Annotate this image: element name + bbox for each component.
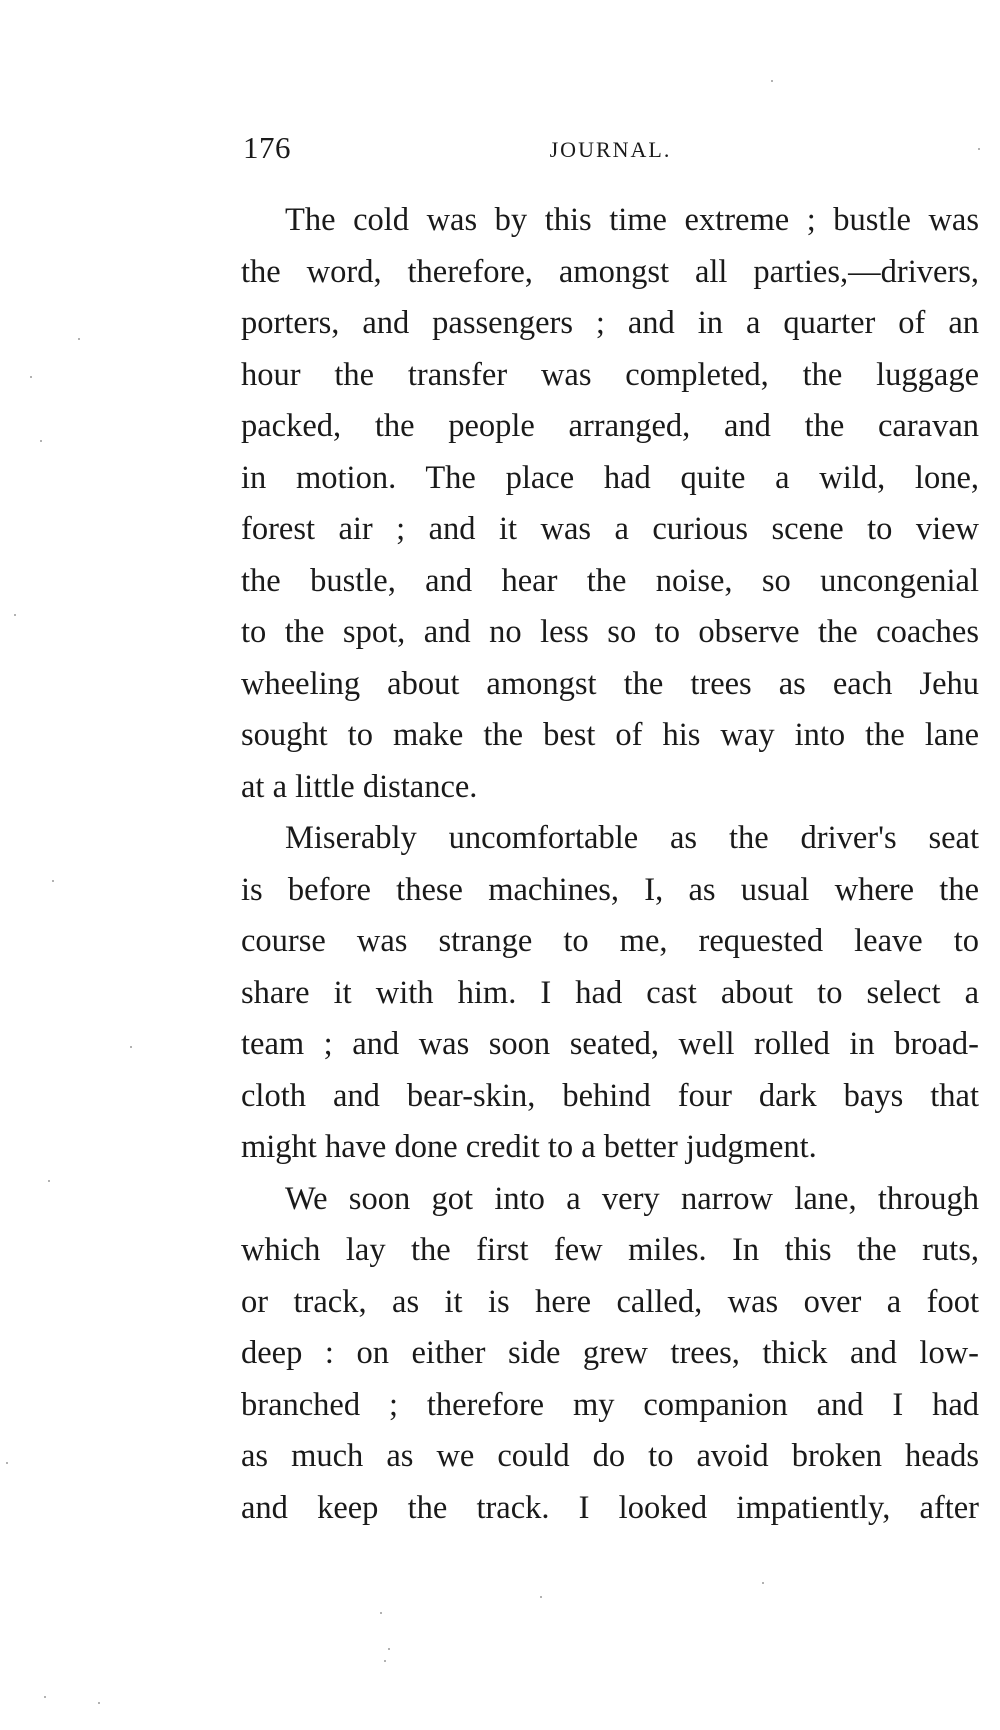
text-line: hour the transfer was completed, the luggage	[241, 356, 979, 393]
text-line: We soon got into a very narrow lane, through	[285, 1180, 979, 1217]
scan-speck	[44, 1696, 46, 1698]
text-line: which lay the first few miles. In this the ruts,	[241, 1232, 979, 1268]
scan-speck	[98, 1702, 100, 1704]
text-line: at a little distance.	[241, 768, 478, 805]
scan-speck	[978, 148, 980, 150]
page-number: 176	[243, 130, 291, 165]
text-line: Miserably uncomfortable as the driver's seat	[285, 820, 979, 856]
text-line: is before these machines, I, as usual where the	[241, 871, 979, 908]
text-line: team ; and was soon seated, well rolled in broad-	[241, 1026, 979, 1062]
text-line: or track, as it is here called, was over a foot	[241, 1283, 979, 1320]
scan-speck	[540, 1596, 542, 1598]
text-line: as much as we could do to avoid broken heads	[241, 1438, 979, 1474]
scan-speck	[78, 338, 80, 340]
scan-speck	[6, 1462, 8, 1464]
scan-speck	[48, 1180, 50, 1182]
text-line: sought to make the best of his way into the lane	[241, 717, 979, 753]
text-line: the word, therefore, amongst all parties,—drivers,	[241, 253, 979, 290]
text-line: might have done credit to a better judgment.	[241, 1129, 817, 1165]
text-line: porters, and passengers ; and in a quarter of an	[241, 305, 979, 341]
text-line: in motion. The place had quite a wild, lone,	[241, 459, 979, 496]
body-text	[241, 195, 979, 1534]
text-line: the bustle, and hear the noise, so uncongenial	[241, 562, 979, 599]
paragraph-2	[241, 813, 979, 1174]
scan-speck	[384, 1660, 386, 1662]
scan-speck	[14, 614, 16, 616]
scan-speck	[52, 880, 54, 882]
page-header	[243, 126, 978, 170]
scan-speck	[380, 1612, 382, 1614]
scan-speck	[130, 1046, 132, 1048]
text-line: share it with him. I had cast about to select a	[241, 974, 979, 1011]
scan-speck	[40, 440, 42, 442]
text-line: The cold was by this time extreme ; bustle was	[285, 202, 979, 238]
text-line: and keep the track. I looked impatiently, after	[241, 1489, 979, 1526]
paragraph-3	[241, 1174, 979, 1535]
text-line: deep : on either side grew trees, thick and low-	[241, 1335, 979, 1371]
scan-speck	[388, 1648, 390, 1650]
text-line: to the spot, and no less so to observe the coaches	[241, 614, 979, 650]
paragraph-1	[241, 195, 979, 813]
scan-speck	[30, 376, 32, 378]
scan-speck	[771, 80, 773, 82]
text-line: wheeling about amongst the trees as each Jehu	[241, 665, 979, 702]
scan-speck	[762, 1582, 764, 1584]
running-head: JOURNAL.	[549, 137, 672, 162]
text-line: cloth and bear-skin, behind four dark bays that	[241, 1077, 979, 1114]
text-line: course was strange to me, requested leave to	[241, 923, 979, 959]
text-line: branched ; therefore my companion and I had	[241, 1386, 979, 1423]
text-line: packed, the people arranged, and the caravan	[241, 408, 979, 444]
text-line: forest air ; and it was a curious scene to view	[241, 511, 979, 547]
